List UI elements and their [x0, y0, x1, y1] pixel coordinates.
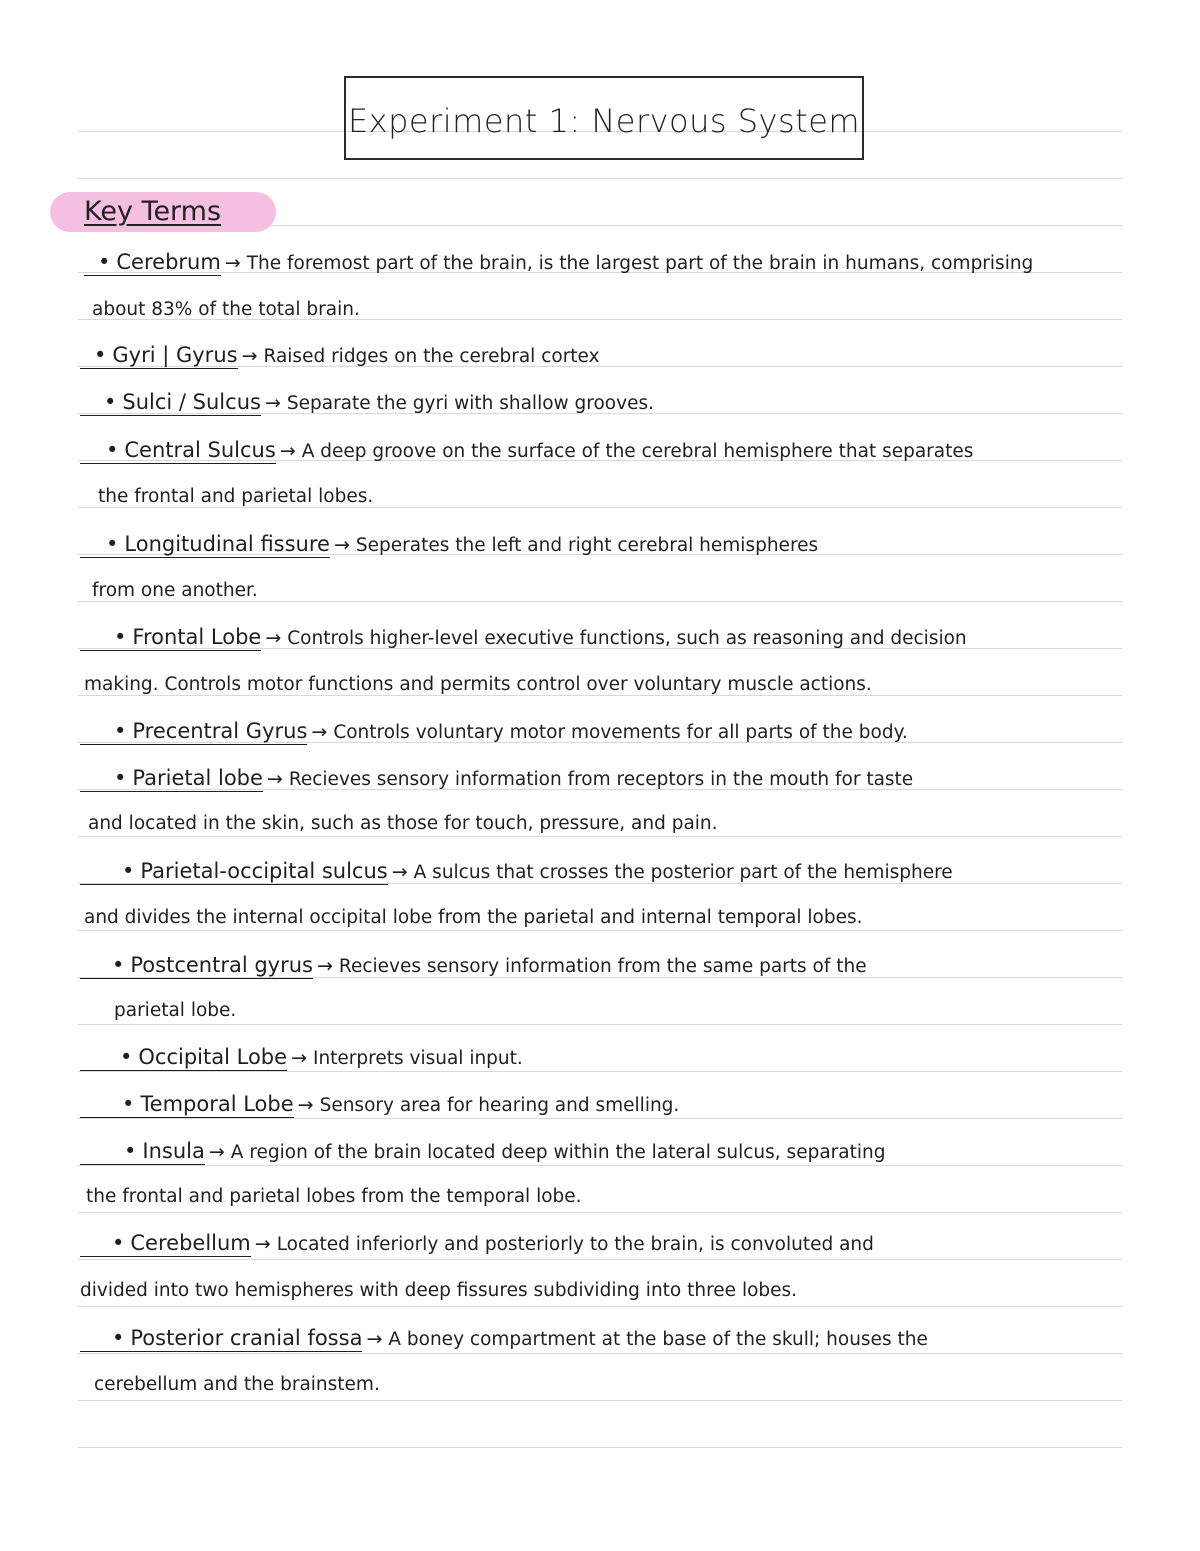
- bullet-icon: •: [104, 390, 117, 414]
- term-line: [80, 953, 867, 979]
- term-definition: A sulcus that crosses the posterior part of the hemisphere: [413, 862, 953, 883]
- term-label: [80, 1092, 294, 1118]
- ruled-line: [78, 695, 1122, 696]
- term-definition: Interprets visual input.: [312, 1048, 523, 1069]
- definition-continuation: parietal lobe.: [114, 1000, 237, 1021]
- term-text: Central Sulcus: [124, 438, 276, 462]
- definition-continuation: the frontal and parietal lobes.: [98, 486, 374, 507]
- term-text: Parietal lobe: [132, 766, 263, 790]
- term-label: [80, 859, 388, 885]
- term-label: [80, 625, 261, 651]
- definition-continuation: and divides the internal occipital lobe from the parietal and internal temporal lobes.: [84, 907, 863, 928]
- ruled-line: [78, 1071, 1122, 1072]
- arrow-icon: →: [333, 534, 350, 556]
- ruled-line: [78, 1024, 1122, 1025]
- term-text: Occipital Lobe: [138, 1045, 288, 1069]
- term-line: [84, 250, 1033, 276]
- arrow-icon: →: [264, 392, 281, 414]
- term-line: [80, 766, 913, 792]
- term-definition: Located inferiorly and posteriorly to the brain, is convoluted and: [276, 1234, 874, 1255]
- page-title: Experiment 1: Nervous System: [347, 102, 861, 140]
- ruled-line: [78, 1447, 1122, 1448]
- term-label: [80, 953, 313, 979]
- term-text: Frontal Lobe: [132, 625, 262, 649]
- term-text: Cerebrum: [116, 250, 221, 274]
- bullet-icon: •: [94, 343, 107, 367]
- arrow-icon: →: [317, 955, 333, 977]
- term-definition: Controls voluntary motor movements for all parts of the body.: [333, 722, 908, 743]
- ruled-line: [78, 1212, 1122, 1213]
- bullet-icon: •: [114, 766, 127, 790]
- arrow-icon: →: [241, 345, 258, 367]
- ruled-line: [78, 601, 1122, 602]
- bullet-icon: •: [112, 1326, 125, 1350]
- definition-continuation: the frontal and parietal lobes from the temporal lobe.: [86, 1186, 582, 1207]
- bullet-icon: •: [112, 1231, 125, 1255]
- term-definition: Seperates the left and right cerebral hemispheres: [355, 535, 819, 556]
- definition-continuation: and located in the skin, such as those for touch, pressure, and pain.: [88, 813, 718, 834]
- arrow-icon: →: [266, 768, 283, 790]
- term-label: [80, 766, 263, 792]
- arrow-icon: →: [311, 721, 328, 743]
- term-label: [80, 343, 238, 369]
- term-text: Posterior cranial fossa: [130, 1326, 363, 1350]
- term-text: Sulci / Sulcus: [122, 390, 261, 414]
- term-definition: Recieves sensory information from the same parts of the: [338, 956, 867, 977]
- term-definition: Recieves sensory information from receptors in the mouth for taste: [288, 769, 914, 790]
- term-label: [80, 532, 330, 558]
- arrow-icon: →: [265, 627, 282, 649]
- arrow-icon: →: [391, 861, 408, 883]
- term-text: Parietal-occipital sulcus: [140, 859, 388, 883]
- arrow-icon: →: [297, 1094, 314, 1116]
- term-definition: A deep groove on the surface of the cerebral hemisphere that separates: [301, 441, 974, 462]
- term-line: [80, 343, 600, 369]
- term-text: Longitudinal fissure: [124, 532, 330, 556]
- definition-continuation: about 83% of the total brain.: [92, 299, 360, 320]
- term-definition: A region of the brain located deep within the lateral sulcus, separating: [230, 1142, 886, 1163]
- term-text: Insula: [142, 1139, 205, 1163]
- term-line: [80, 625, 967, 651]
- term-line: [80, 438, 973, 464]
- term-label: [80, 390, 261, 416]
- term-text: Cerebellum: [130, 1231, 251, 1255]
- term-text: Postcentral gyrus: [130, 953, 313, 977]
- bullet-icon: •: [122, 859, 135, 883]
- term-line: [80, 1139, 885, 1165]
- term-line: [80, 719, 908, 745]
- ruled-line: [78, 1306, 1122, 1307]
- arrow-icon: →: [208, 1141, 225, 1163]
- term-text: Temporal Lobe: [140, 1092, 294, 1116]
- term-definition: Controls higher-level executive functions, such as reasoning and decision: [287, 628, 967, 649]
- bullet-icon: •: [106, 438, 119, 462]
- term-line: [80, 1231, 874, 1257]
- definition-continuation: cerebellum and the brainstem.: [94, 1374, 380, 1395]
- term-label: [80, 1045, 287, 1071]
- bullet-icon: •: [114, 719, 127, 743]
- arrow-icon: →: [366, 1328, 383, 1350]
- arrow-icon: →: [254, 1233, 271, 1255]
- ruled-line: [78, 1400, 1122, 1401]
- ruled-line: [78, 1353, 1122, 1354]
- section-heading: Key Terms: [84, 196, 222, 227]
- definition-continuation: making. Controls motor functions and permits control over voluntary muscle actions.: [84, 674, 872, 695]
- ruled-line: [78, 507, 1122, 508]
- term-line: [80, 1092, 679, 1118]
- term-text: Precentral Gyrus: [132, 719, 308, 743]
- term-definition: The foremost part of the brain, is the largest part of the brain in humans, comprising: [246, 253, 1034, 274]
- term-text: Gyri | Gyrus: [112, 343, 238, 367]
- term-label: [80, 1326, 362, 1352]
- bullet-icon: •: [106, 532, 119, 556]
- arrow-icon: →: [291, 1047, 307, 1069]
- ruled-line: [78, 178, 1122, 179]
- bullet-icon: •: [120, 1045, 133, 1069]
- bullet-icon: •: [112, 953, 125, 977]
- term-definition: Raised ridges on the cerebral cortex: [263, 346, 600, 367]
- ruled-line: [78, 1118, 1122, 1119]
- term-label: [84, 250, 221, 276]
- bullet-icon: •: [114, 625, 127, 649]
- arrow-icon: →: [224, 252, 241, 274]
- bullet-icon: •: [98, 250, 111, 274]
- term-line: [80, 1045, 523, 1071]
- bullet-icon: •: [124, 1139, 137, 1163]
- term-label: [80, 719, 307, 745]
- title-box: [344, 76, 864, 160]
- term-line: [80, 390, 654, 416]
- definition-continuation: from one another.: [92, 580, 258, 601]
- ruled-line: [78, 1259, 1122, 1260]
- term-label: [80, 1139, 205, 1165]
- term-definition: Sensory area for hearing and smelling.: [319, 1095, 680, 1116]
- ruled-line: [78, 930, 1122, 931]
- term-line: [80, 1326, 928, 1352]
- term-line: [80, 532, 818, 558]
- term-label: [80, 1231, 251, 1257]
- term-line: [80, 859, 953, 885]
- term-definition: Separate the gyri with shallow grooves.: [286, 393, 654, 414]
- definition-continuation: divided into two hemispheres with deep fissures subdividing into three lobes.: [80, 1280, 798, 1301]
- bullet-icon: •: [122, 1092, 135, 1116]
- arrow-icon: →: [279, 440, 296, 462]
- term-definition: A boney compartment at the base of the skull; houses the: [388, 1329, 928, 1350]
- ruled-line: [78, 836, 1122, 837]
- ruled-line: [78, 1165, 1122, 1166]
- term-label: [80, 438, 276, 464]
